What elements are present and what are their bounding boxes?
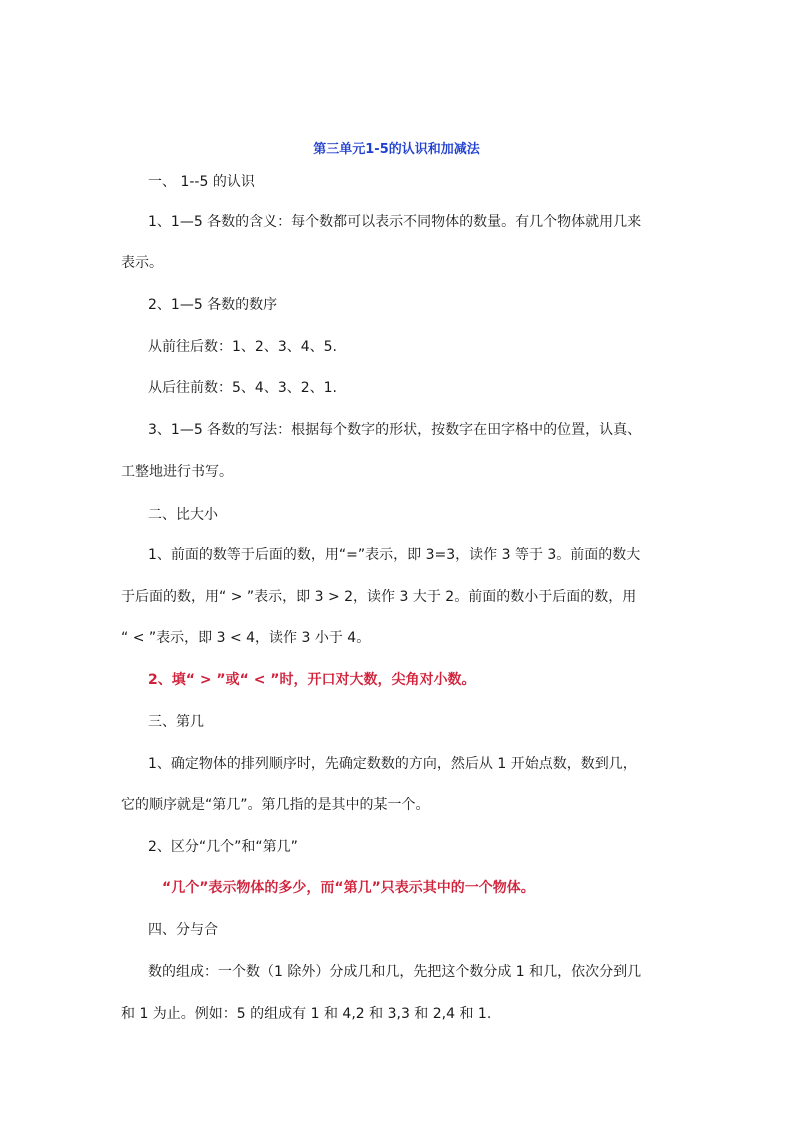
emphasis-line: “几个”表示物体的多少，而“第几”只表示其中的一个物体。 — [162, 880, 535, 896]
document-title: 第三单元1-5的认识和加减法 — [313, 142, 480, 157]
paragraph-line: 1、前面的数等于后面的数，用“=”表示，即 3=3，读作 3 等于 3。前面的数大 — [148, 547, 641, 563]
paragraph-line: 它的顺序就是“第几”。第几指的是其中的某一个。 — [121, 797, 430, 813]
paragraph-line: 和 1 为止。例如：5 的组成有 1 和 4,2 和 3,3 和 2,4 和 1. — [121, 1006, 492, 1022]
paragraph-line: 1、确定物体的排列顺序时，先确定数数的方向，然后从 1 开始点数，数到几， — [148, 756, 637, 772]
paragraph-line: 于后面的数，用“ > ”表示，即 3 > 2，读作 3 大于 2。前面的数小于后面的数，用 — [121, 589, 637, 605]
section-heading-3: 三、第几 — [148, 714, 204, 730]
paragraph-line: 2、1—5 各数的数序 — [148, 297, 278, 313]
paragraph-line: 从前往后数：1、2、3、4、5. — [148, 339, 337, 355]
paragraph-line: 表示。 — [121, 255, 163, 271]
paragraph-line: 从后往前数：5、4、3、2、1. — [148, 380, 337, 396]
paragraph-line: 3、1—5 各数的写法：根据每个数字的形状，按数字在田字格中的位置，认真、 — [148, 422, 642, 438]
paragraph-line: “ < ”表示，即 3 < 4，读作 3 小于 4。 — [121, 630, 371, 646]
emphasis-line: 2、填“ > ”或“ < ”时，开口对大数，尖角对小数。 — [148, 672, 476, 688]
paragraph-line: 2、区分“几个”和“第几” — [148, 839, 298, 855]
section-heading-1: 一、 1--5 的认识 — [148, 174, 255, 190]
section-heading-4: 四、分与合 — [148, 922, 218, 938]
section-heading-2: 二、比大小 — [148, 507, 218, 523]
paragraph-line: 数的组成：一个数（1 除外）分成几和几，先把这个数分成 1 和几，依次分到几 — [148, 964, 642, 980]
paragraph-line: 工整地进行书写。 — [121, 464, 233, 480]
paragraph-line: 1、1—5 各数的含义：每个数都可以表示不同物体的数量。有几个物体就用几来 — [148, 214, 642, 230]
